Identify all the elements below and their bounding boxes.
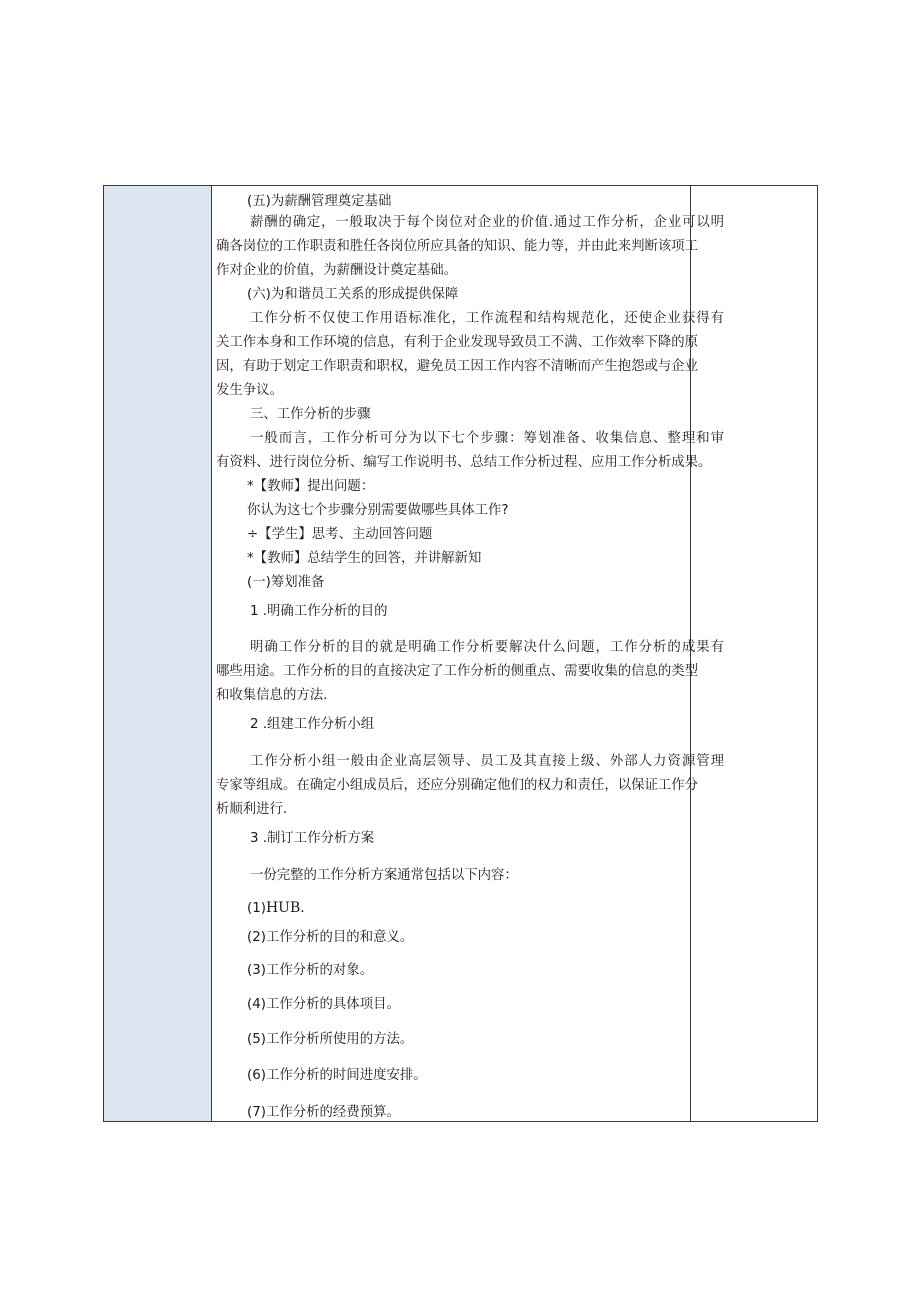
paragraph-line: 关工作本身和工作环境的信息，有利于企业发现导致员工不满、工作效率下降的原 (216, 335, 699, 350)
list-item-2: (2)工作分析的目的和意义。 (247, 930, 414, 945)
heading-employee-relations: (六)为和谐员工关系的形成提供保障 (247, 287, 459, 302)
list-item-7: (7)工作分析的经费预算。 (247, 1105, 400, 1120)
subsection-preparation: (一)筹划准备 (247, 575, 325, 590)
list-item-5: (5)工作分析所使用的方法。 (247, 1032, 414, 1047)
list-number: (1) (247, 901, 266, 916)
paragraph-line: 确各岗位的工作职责和胜任各岗位所应具备的知识、能力等，并由此来判断该项工 (216, 239, 699, 254)
step-heading-1: 1 .明确工作分析的目的 (250, 604, 388, 619)
list-item-1 (247, 899, 305, 918)
paragraph-line: 作对企业的价值，为薪酬设计奠定基础。 (216, 263, 458, 278)
paragraph-line: 一份完整的工作分析方案通常包括以下内容： (250, 868, 518, 883)
paragraph-line: 析顺利进行. (216, 802, 288, 817)
paragraph-line: 工作分析不仅使工作用语标准化，工作流程和结构规范化，还使企业获得有 (250, 311, 724, 326)
step-heading-2: 2 .组建工作分析小组 (250, 717, 375, 732)
list-item-6: (6)工作分析的时间进度安排。 (247, 1068, 427, 1083)
student-activity: ÷【学生】思考、主动回答问题 (247, 527, 433, 542)
paragraph-line: 哪些用途。工作分析的目的直接决定了工作分析的侧重点、需要收集的信息的类型 (216, 664, 699, 679)
paragraph-line: 因，有助于划定工作职责和职权，避免员工因工作内容不清晰而产生抱怨或与企业 (216, 359, 699, 374)
teacher-summary: *【教师】总结学生的回答，并讲解新知 (247, 551, 482, 566)
paragraph-line: 一般而言，工作分析可分为以下七个步骤：筹划准备、收集信息、整理和审 (250, 431, 724, 446)
paragraph-line: 明确工作分析的目的就是明确工作分析要解决什么问题，工作分析的成果有 (250, 640, 724, 655)
paragraph-line: 工作分析小组一般由企业高层领导、员工及其直接上级、外部人力资源管理 (250, 754, 724, 769)
left-column-cell (104, 186, 212, 1121)
question-text: 你认为这七个步骤分别需要做哪些具体工作? (247, 503, 509, 518)
section-title-steps: 三、工作分析的步骤 (250, 407, 371, 422)
paragraph-line: 有资料、进行岗位分析、编写工作说明书、总结工作分析过程、应用工作分析成果。 (216, 455, 712, 470)
paragraph-line: 专家等组成。在确定小组成员后，还应分别确定他们的权力和责任，以保证工作分 (216, 778, 699, 793)
paragraph-line: 薪酬的确定，一般取决于每个岗位对企业的价值.通过工作分析，企业可以明 (250, 215, 724, 230)
teacher-question: *【教师】提出问题： (247, 479, 375, 494)
paragraph-line: 发生争议。 (216, 383, 283, 398)
paragraph-line: 和收集信息的方法. (216, 688, 328, 703)
list-item-3: (3)工作分析的对象。 (247, 963, 374, 978)
heading-salary-basis: (五)为薪酬管理奠定基础 (247, 194, 392, 209)
step-heading-3: 3 .制订工作分析方案 (250, 831, 375, 846)
list-text: HUB. (265, 900, 305, 916)
list-item-4: (4)工作分析的具体项目。 (247, 997, 400, 1012)
